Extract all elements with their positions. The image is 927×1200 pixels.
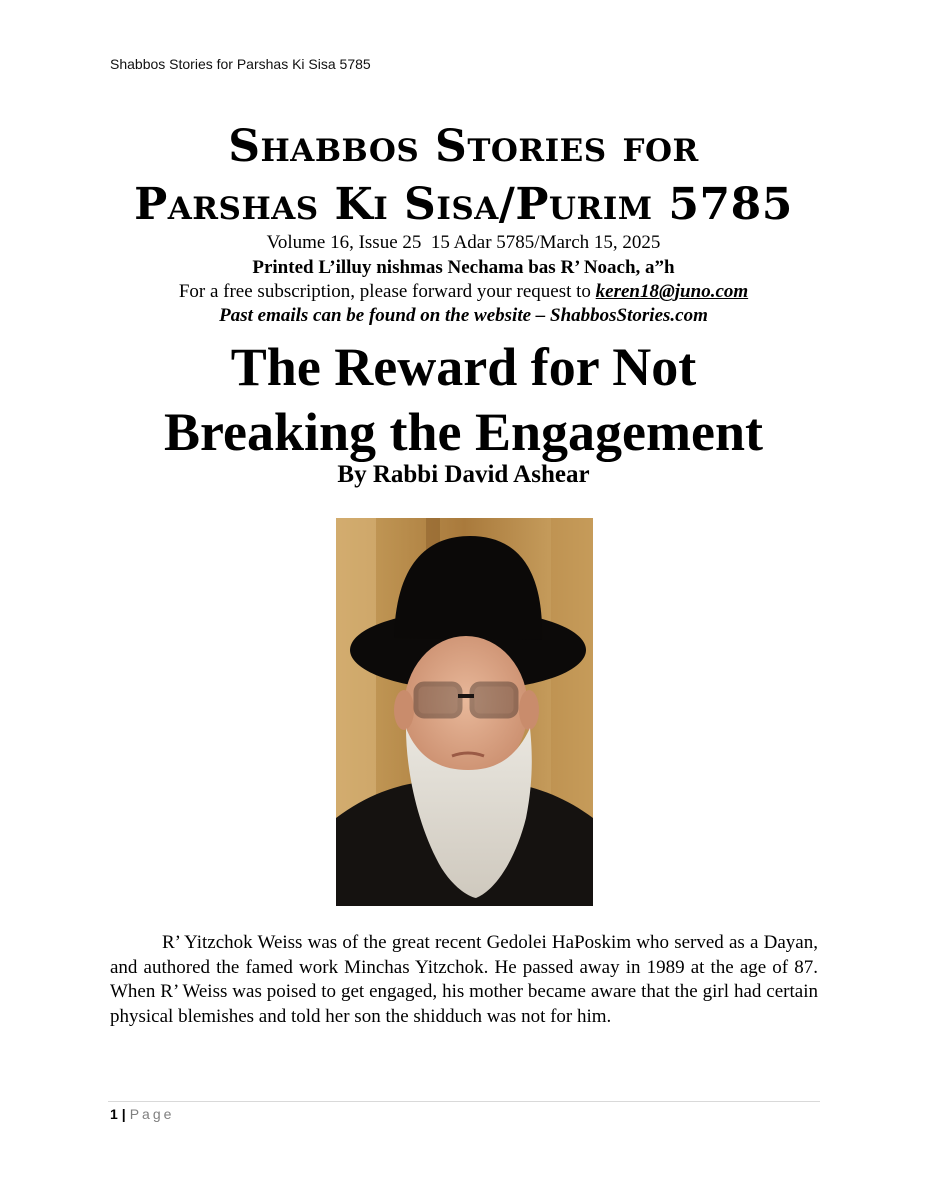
footer-separator: | [121, 1106, 126, 1122]
subscription-line [0, 280, 927, 304]
page-number: 1 [110, 1106, 118, 1122]
article-paragraph: R’ Yitzchok Weiss was of the great recent Gedolei HaPoskim who served as a Dayan, and authored the famed work Minchas Yitzchok. He passed away in 1989 at the age of 87. When R’ Weiss was poised to get engaged, his mother became aware that the girl had certain physical blemishes and told her son the shidduch was not for him. [110, 932, 818, 1027]
subscription-email-link[interactable]: keren18@juno.com [595, 281, 749, 302]
page-label: Page [129, 1106, 175, 1122]
footer-divider [108, 1101, 820, 1102]
masthead-line-1: Shabbos Stories for [228, 121, 699, 172]
running-header: Shabbos Stories for Parshas Ki Sisa 5785 [110, 56, 371, 72]
page-footer [110, 1106, 174, 1122]
article-title-line-2: Breaking the Engagement [163, 402, 763, 462]
archive-note: Past emails can be found on the website – ShabbosStories.com [219, 305, 708, 326]
dedication-line: Printed L’illuy nishmas Nechama bas R’ Noach, a”h [252, 257, 675, 278]
rabbi-portrait-photo [336, 518, 593, 906]
article-byline: By Rabbi David Ashear [337, 461, 590, 488]
issue-volume-line: Volume 16, Issue 25 15 Adar 5785/March 15, 2025 [266, 232, 661, 253]
masthead-line-2: Parshas Ki Sisa/Purim 5785 [134, 179, 793, 230]
article-title-line-1: The Reward for Not [230, 337, 697, 397]
subscription-text: For a free subscription, please forward your request to [178, 281, 596, 302]
